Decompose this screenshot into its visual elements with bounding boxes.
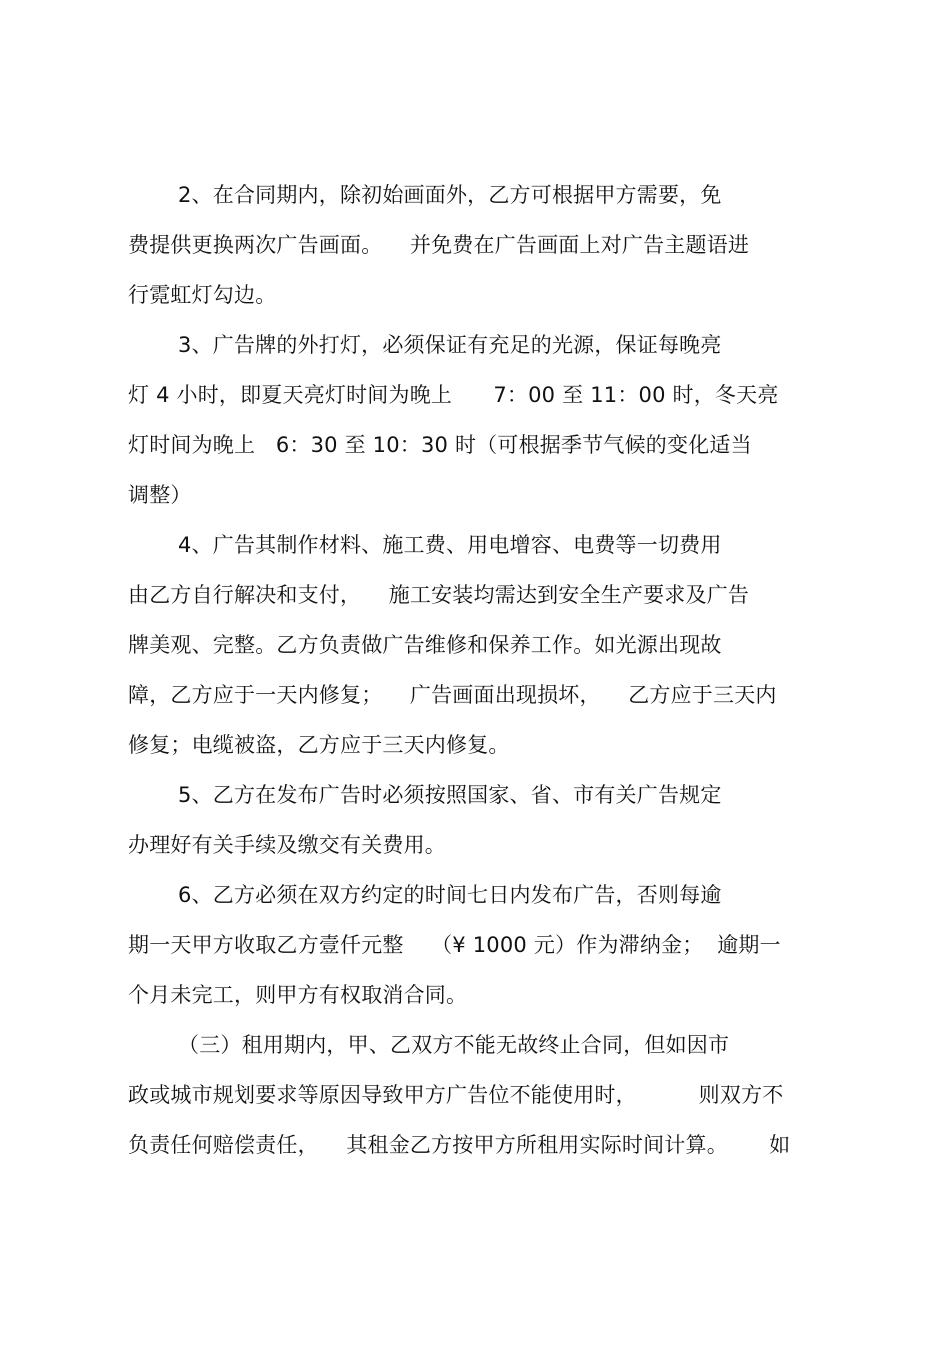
- clause-6-line-1: 6、乙方必须在双方约定的时间七日内发布广告，否则每逾: [178, 883, 722, 907]
- clause-4-line-1: 4、广告其制作材料、施工费、用电增容、电费等一切费用: [178, 533, 722, 557]
- clause-5-line-1: 5、乙方在发布广告时必须按照国家、省、市有关广告规定: [178, 783, 722, 807]
- clause-3-line-2: 灯 4 小时，即夏天亮灯时间为晚上 7：00 至 11：00 时，冬天亮: [128, 383, 779, 407]
- clause-4-line-3: 牌美观、完整。乙方负责做广告维修和保养工作。如光源出现故: [128, 633, 722, 657]
- clause-3-line-3: 灯时间为晚上 6：30 至 10：30 时（可根据季节气候的变化适当: [128, 433, 752, 457]
- clause-3-line-4: 调整）: [128, 483, 192, 507]
- clause-2-line-2: 费提供更换两次广告画面。 并免费在广告画面上对广告主题语进: [128, 233, 750, 257]
- clause-2-line-3: 行霓虹灯勾边。: [128, 283, 277, 307]
- clause-4-line-4: 障，乙方应于一天内修复； 广告画面出现损坏， 乙方应于三天内: [128, 683, 777, 707]
- clause-6-line-3: 个月未完工，则甲方有权取消合同。: [128, 983, 468, 1007]
- clause-2-line-1: 2、在合同期内，除初始画面外，乙方可根据甲方需要，免: [178, 183, 722, 207]
- clause-3-line-1: 3、广告牌的外打灯，必须保证有充足的光源，保证每晚亮: [178, 333, 722, 357]
- section-3-line-3: 负责任何赔偿责任， 其租金乙方按甲方所租用实际时间计算。 如: [128, 1133, 791, 1157]
- section-3-line-2: 政或城市规划要求等原因导致甲方广告位不能使用时， 则双方不: [128, 1083, 784, 1107]
- clause-5-line-2: 办理好有关手续及缴交有关费用。: [128, 833, 446, 857]
- clause-4-line-5: 修复；电缆被盗，乙方应于三天内修复。: [128, 733, 510, 757]
- clause-4-line-2: 由乙方自行解决和支付， 施工安装均需达到安全生产要求及广告: [128, 583, 750, 607]
- clause-6-line-2: 期一天甲方收取乙方壹仟元整 （¥ 1000 元）作为滞纳金； 逾期一: [128, 933, 781, 957]
- section-3-line-1: （三）租用期内，甲、乙双方不能无故终止合同，但如因市: [178, 1033, 730, 1057]
